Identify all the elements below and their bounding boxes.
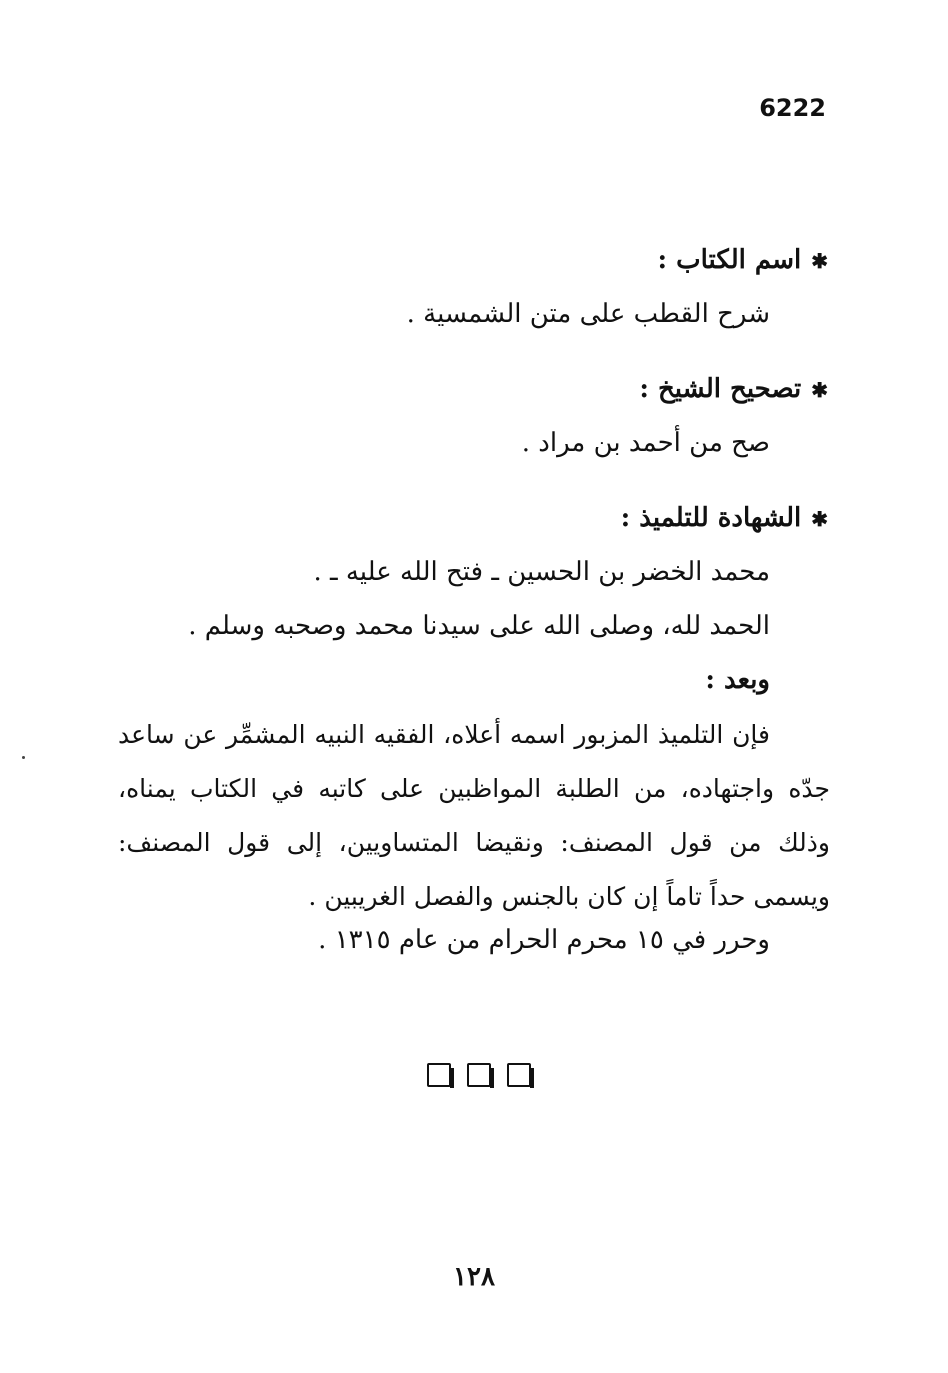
- page-id: 6222: [759, 94, 826, 122]
- certificate-body-text: فإن التلميذ المزبور اسمه أعلاه، الفقيه النبيه المشمِّر عن ساعد جدّه واجتهاده، من الطلبة المواظبين على كاتبه في الكتاب يمناه، وذلك من قول المصنف: ونقيضا المتساويين، إلى قول المصنف: ويسمى حداً تاماً إن كان بالجنس والفصل الغريبين .: [118, 720, 830, 911]
- certificate-label: الشهادة للتلميذ :: [620, 503, 802, 533]
- correction-label: تصحيح الشيخ :: [639, 374, 802, 404]
- bullet-icon: ✱: [811, 507, 828, 531]
- certificate-body: [118, 708, 830, 924]
- bullet-icon: ✱: [811, 249, 828, 273]
- transition-word: وبعد :: [705, 665, 770, 695]
- correction-heading: [639, 371, 828, 408]
- book-title-heading: [657, 242, 828, 279]
- margin-dot: [22, 756, 25, 759]
- page-number: ١٢٨: [453, 1262, 495, 1292]
- book-title-label: اسم الكتاب :: [657, 245, 802, 275]
- section-end-ornament: [427, 1063, 531, 1087]
- student-name: محمد الخضر بن الحسين ـ فتح الله عليه ـ .: [313, 557, 770, 587]
- book-title-value: شرح القطب على متن الشمسية .: [406, 299, 770, 329]
- square-ornament-icon: [467, 1063, 491, 1087]
- square-ornament-icon: [427, 1063, 451, 1087]
- correction-value: صح من أحمد بن مراد .: [521, 428, 770, 458]
- praise-line: الحمد لله، وصلى الله على سيدنا محمد وصحبه وسلم .: [188, 611, 770, 641]
- square-ornament-icon: [507, 1063, 531, 1087]
- date-line: وحرر في ١٥ محرم الحرام من عام ١٣١٥ .: [318, 925, 770, 955]
- certificate-heading: [621, 500, 828, 537]
- bullet-icon: ✱: [811, 378, 828, 402]
